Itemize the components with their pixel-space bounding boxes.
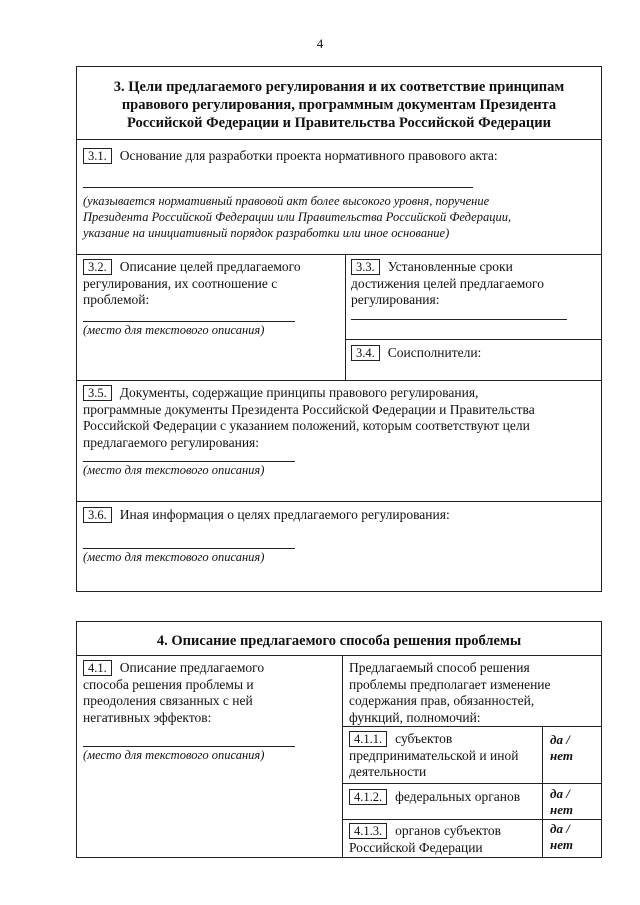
item-3-1 xyxy=(83,148,593,241)
item-number: 4.1.1. xyxy=(349,731,387,747)
item-label: федеральных органов xyxy=(395,789,521,804)
item-number: 3.5. xyxy=(83,385,112,401)
item-4-1: 4.1. Описание предлагаемого способа решения проблемы и преодоления связанных с ней негативных эффектов: (место для текстового описания) xyxy=(83,660,338,763)
item-3-4 xyxy=(351,345,596,362)
item-4-1-1: 4.1.1. субъектов предпринимательской и иной деятельности xyxy=(349,731,519,779)
item-label: Иная информация о целях предлагаемого регулирования: xyxy=(119,507,450,522)
item-hint: (указывается нормативный правовой акт более высокого уровня, поручение Президента Российской Федерации или Правительства Российской Федерации, указание на инициативный порядок разработки или иное основание) xyxy=(83,193,512,240)
item-number: 3.1. xyxy=(83,148,112,164)
item-number: 3.6. xyxy=(83,507,112,523)
item-3-3: 3.3. Установленные сроки достижения целей предлагаемого регулирования: xyxy=(351,259,596,320)
item-3-5: 3.5. Документы, содержащие принципы правового регулирования, программные документы Президента Российской Федерации и Правительства Российской Федерации с указанием положений, которым соответствуют цели предлагаемого регулирования: (место для текстового описания) xyxy=(83,385,595,478)
item-number: 4.1.3. xyxy=(349,823,387,839)
item-label: Соисполнители: xyxy=(387,345,482,360)
yes-no-4-1-3: да / нет xyxy=(550,821,573,852)
item-hint: (место для текстового описания) xyxy=(83,463,265,477)
item-number: 3.4. xyxy=(351,345,380,361)
item-4-1-2 xyxy=(349,789,539,806)
item-hint: (место для текстового описания) xyxy=(83,748,265,762)
item-hint: (место для текстового описания) xyxy=(83,322,265,337)
page-number: 4 xyxy=(316,36,324,51)
section-4-title: 4. Описание предлагаемого способа решения проблемы xyxy=(77,622,601,656)
section-4-table xyxy=(76,621,602,858)
item-number: 4.1. xyxy=(83,660,112,676)
item-number: 3.3. xyxy=(351,259,380,275)
change-header: Предлагаемый способ решения проблемы предполагает изменение содержания прав, обязанностей, функций, полномочий: xyxy=(349,660,551,725)
item-hint: (место для текстового описания) xyxy=(83,549,265,564)
item-3-6 xyxy=(83,507,595,565)
fill-line xyxy=(351,319,567,320)
yes-no-4-1-1: да / нет xyxy=(550,732,573,763)
section-3-table xyxy=(76,66,602,592)
yes-no-4-1-2: да / нет xyxy=(550,786,573,817)
item-4-1-3: 4.1.3. органов субъектов Российской Федерации xyxy=(349,823,501,855)
section-3-title: 3. Цели предлагаемого регулирования и их соответствие принципам правового регулирования, программным документам Президента Российской Федерации и Правительства Российской Федерации xyxy=(77,67,601,140)
item-number: 4.1.2. xyxy=(349,789,387,805)
item-label: Основание для разработки проекта нормативного правового акта: xyxy=(119,148,498,163)
item-3-2: 3.2. Описание целей предлагаемого регулирования, их соотношение с проблемой: (место для текстового описания) xyxy=(83,259,341,338)
item-number: 3.2. xyxy=(83,259,112,275)
fill-line xyxy=(83,187,473,188)
